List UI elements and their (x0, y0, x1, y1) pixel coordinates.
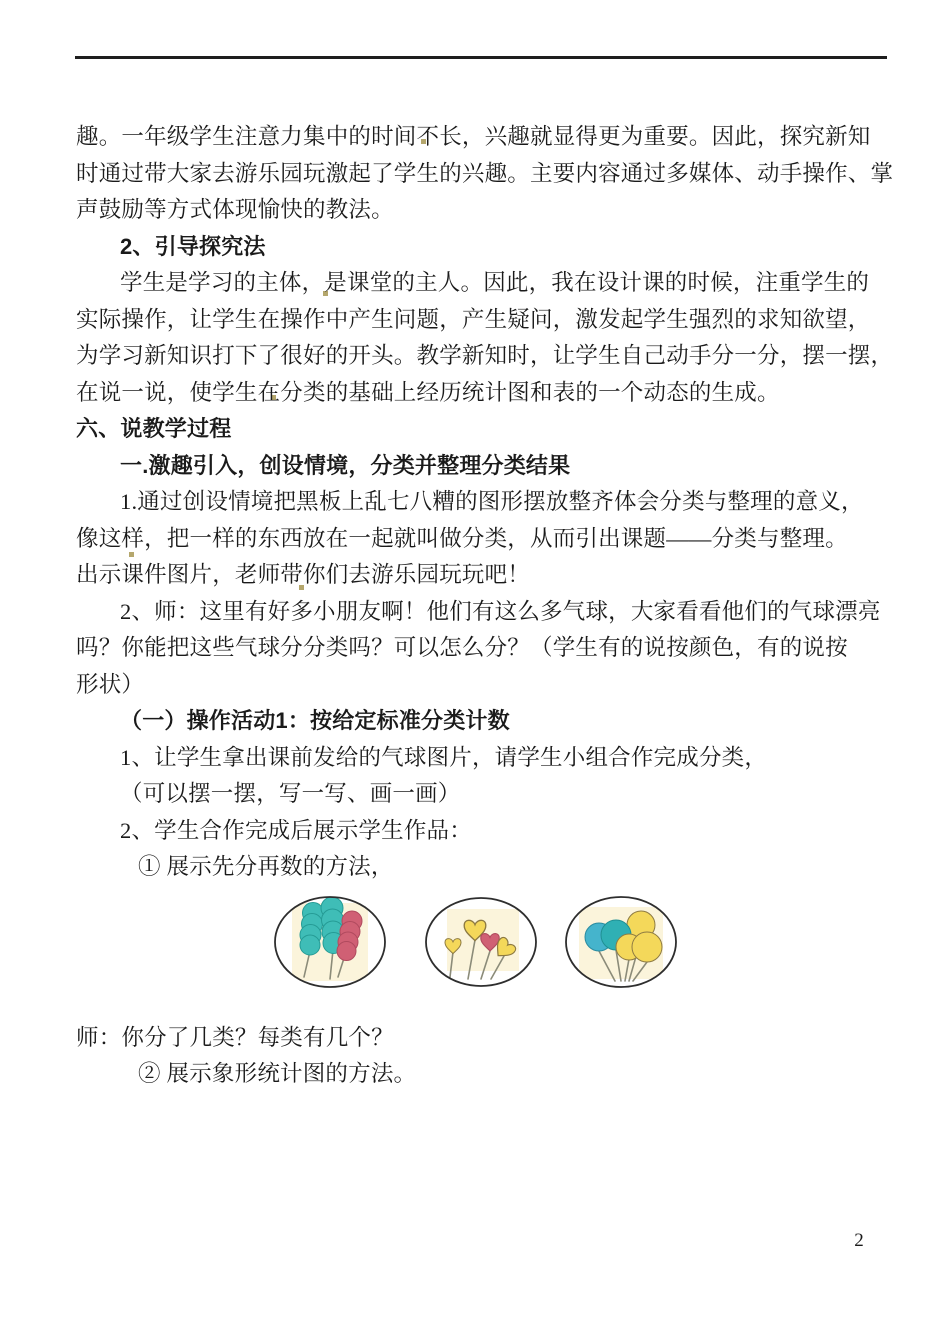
document-body-lower (76, 1020, 936, 1093)
heading-line: 一.激趣引入，创设情境，分类并整理分类结果 (120, 452, 571, 478)
heading-line: 2、引导探究法 (120, 233, 266, 259)
text-line: 像这样，把一样的东西放在一起就叫做分类，从而引出课题——分类与整理。 (76, 525, 848, 551)
document-body-upper (76, 119, 936, 886)
balloon-figure (272, 895, 936, 991)
text-line: 1、让学生拿出课前发给的气球图片，请学生小组合作完成分类， (120, 744, 768, 770)
page-number: 2 (854, 1230, 864, 1251)
text-line: 师：你分了几类？每类有几个？ (76, 1024, 394, 1050)
text-line: ① 展示先分再数的方法， (138, 854, 394, 879)
text-line: 吗？你能把这些气球分分类吗？可以怎么分？（学生有的说按颜色，有的说按 (76, 635, 848, 660)
header-rule (75, 56, 887, 59)
text-line: 2、师：这里有好多小朋友啊！他们有这么多气球，大家看看他们的气球漂亮 (120, 598, 881, 624)
text-line: 声鼓励等方式体现愉快的教法。 (76, 197, 394, 222)
text-line: 学生是学习的主体，是课堂的主人。因此，我在设计课的时候，注重学生的 (120, 270, 870, 295)
text-line: 时通过带大家去游乐园玩激起了学生的兴趣。主要内容通过多媒体、动手操作、掌 (76, 160, 894, 186)
text-line: 在说一说，使学生在分类的基础上经历统计图和表的一个动态的生成。 (76, 379, 780, 405)
text-line: （可以摆一摆，写一写、画一画） (120, 781, 461, 806)
text-line: 出示课件图片，老师带你们去游乐园玩玩吧！ (76, 562, 531, 587)
text-line: 趣。一年级学生注意力集中的时间不长，兴趣就显得更为重要。因此，探究新知 (76, 124, 871, 149)
round-balloons-group (563, 895, 679, 991)
text-line: 实际操作，让学生在操作中产生问题，产生疑问，激发起学生强烈的求知欲望， (76, 306, 871, 332)
document-content (76, 119, 936, 1093)
text-line: 1.通过创设情境把黑板上乱七八糟的图形摆放整齐体会分类与整理的意义， (120, 489, 864, 514)
strip-balloon-teal-1 (300, 902, 324, 955)
round-balloon-yellow-right (632, 932, 662, 962)
heading-line: 六、说教学过程 (76, 416, 232, 441)
heart-balloons-group (423, 895, 539, 991)
heading-line: （一）操作活动1：按给定标准分类计数 (120, 708, 510, 733)
text-line: ② 展示象形统计图的方法。 (138, 1061, 417, 1086)
text-line: 形状） (76, 671, 145, 697)
strip-balloons-group (272, 895, 388, 991)
text-line: 2、学生合作完成后展示学生作品： (120, 817, 472, 843)
text-line: 为学习新知识打下了很好的开头。教学新知时，让学生自己动手分一分，摆一摆， (76, 343, 894, 368)
